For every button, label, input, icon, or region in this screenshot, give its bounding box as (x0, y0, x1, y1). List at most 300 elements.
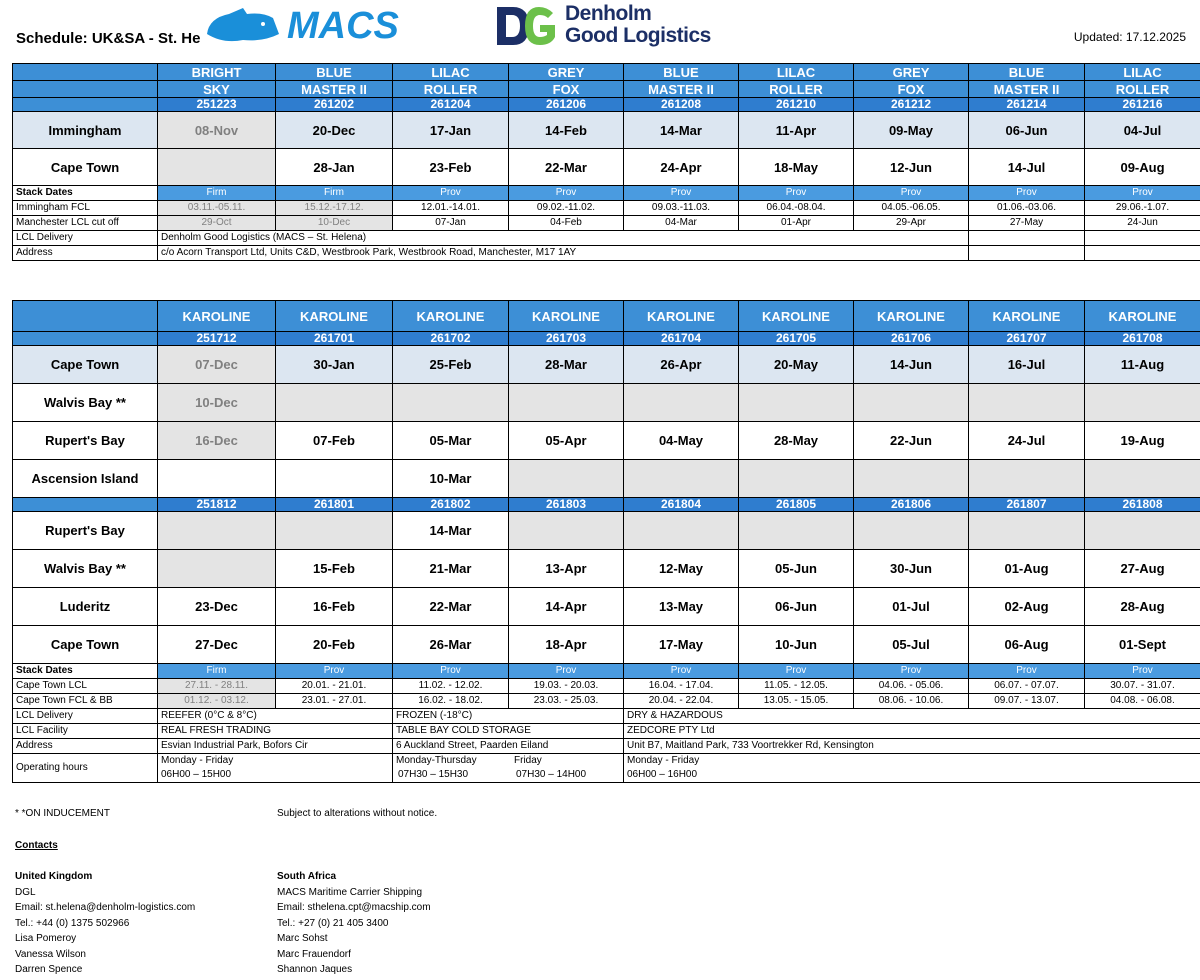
voyage-number: 261216 (1085, 98, 1200, 112)
port-date: 12-Jun (854, 149, 969, 186)
voyage-number: 261708 (1085, 332, 1200, 346)
voyage-number: 251712 (158, 332, 276, 346)
stack-status: Prov (1085, 186, 1200, 201)
uk-contacts (15, 869, 195, 978)
voyage-number: 261705 (739, 332, 854, 346)
cell (969, 231, 1085, 246)
vessel-name: FOX (509, 81, 624, 98)
voyage-number: 261214 (969, 98, 1085, 112)
voyage-number: 251223 (158, 98, 276, 112)
header-blank (13, 81, 158, 98)
vessel-name: KAROLINE (1085, 301, 1200, 332)
reefer-time: 06H00 – 15H00 (161, 769, 232, 780)
address-value: c/o Acorn Transport Ltd, Units C&D, Westbrook Park, Westbrook Road, Manchester, M17 1AY (158, 246, 969, 261)
sa-contact-line: Marc Frauendorf (277, 948, 351, 960)
page-header (0, 0, 1200, 60)
port-date (158, 550, 276, 588)
lcl-delivery-value: Denholm Good Logistics (MACS – St. Helena) (158, 231, 969, 246)
port-date: 23-Feb (393, 149, 509, 186)
stack-value: 11.02. - 12.02. (393, 679, 509, 694)
stack-value: 09.03.-11.03. (624, 201, 739, 216)
port-date: 28-Aug (1085, 588, 1200, 626)
frozen-value: FROZEN (-18°C) (393, 709, 624, 724)
stack-value: 04.05.-06.05. (854, 201, 969, 216)
vessel-name: KAROLINE (739, 301, 854, 332)
voyage-number: 261805 (739, 498, 854, 512)
stack-dates-label: Stack Dates (13, 186, 158, 201)
port-name: Cape Town (13, 626, 158, 664)
header-blank (13, 64, 158, 81)
port-date: 30-Jan (276, 346, 393, 384)
stack-dates-label: Stack Dates (13, 664, 158, 679)
port-date: 22-Mar (509, 149, 624, 186)
port-date: 10-Dec (158, 384, 276, 422)
dg-logo-mark-icon (495, 3, 561, 49)
voyage-number: 261803 (509, 498, 624, 512)
row-label: Immingham FCL (13, 201, 158, 216)
port-date: 07-Feb (276, 422, 393, 460)
stack-status: Prov (739, 186, 854, 201)
port-date: 15-Feb (276, 550, 393, 588)
inducement-note: * *ON INDUCEMENT (15, 808, 111, 819)
page-title: Schedule: UK&SA - St. He (16, 30, 201, 47)
uk-contact-line: DGL (15, 886, 36, 898)
stack-value: 04.06. - 05.06. (854, 679, 969, 694)
port-name: Cape Town (13, 346, 158, 384)
voyage-number: 261806 (854, 498, 969, 512)
alterations-note: Subject to alterations without notice. (277, 808, 438, 819)
port-date (624, 512, 739, 550)
stack-dates-row (13, 186, 1200, 201)
port-name: Immingham (13, 112, 158, 149)
port-row (13, 512, 1200, 550)
port-date: 20-Feb (276, 626, 393, 664)
frozen-days-1: Monday-Thursday (396, 755, 477, 766)
port-date (276, 384, 393, 422)
voyage-row (13, 98, 1200, 112)
port-date: 13-May (624, 588, 739, 626)
frozen-days-2: Friday (514, 755, 542, 766)
port-date: 28-May (739, 422, 854, 460)
dry-days: Monday - Friday (627, 755, 700, 766)
vessel-name: KAROLINE (276, 301, 393, 332)
uk-contact-line: Darren Spence (15, 964, 83, 975)
port-date: 28-Mar (509, 346, 624, 384)
sa-contact-line: Marc Sohst (277, 933, 328, 944)
vessel-name: MASTER II (276, 81, 393, 98)
port-date: 09-Aug (1085, 149, 1200, 186)
stack-row (13, 694, 1200, 709)
row-label: Address (13, 739, 158, 754)
port-date (276, 512, 393, 550)
port-date (969, 460, 1085, 498)
sa-contact-line: MACS Maritime Carrier Shipping (277, 886, 423, 898)
stack-value: 01-Apr (739, 216, 854, 231)
stack-value: 06.04.-08.04. (739, 201, 854, 216)
port-date: 24-Jul (969, 422, 1085, 460)
port-row (13, 550, 1200, 588)
voyage-number: 261801 (276, 498, 393, 512)
stack-value: 07-Jan (393, 216, 509, 231)
address-row (13, 739, 1200, 754)
stack-row (13, 679, 1200, 694)
port-date: 24-Apr (624, 149, 739, 186)
voyage-number: 261802 (393, 498, 509, 512)
dry-value: Unit B7, Maitland Park, 733 Voortrekker Rd, Kensington (624, 739, 1200, 754)
voyage-number: 261208 (624, 98, 739, 112)
stack-dates-row (13, 664, 1200, 679)
stack-status: Prov (969, 664, 1085, 679)
port-date: 05-Mar (393, 422, 509, 460)
port-date: 23-Dec (158, 588, 276, 626)
voyage-number: 261702 (393, 332, 509, 346)
dg-logo (495, 3, 735, 49)
stack-value: 16.04. - 17.04. (624, 679, 739, 694)
cell (1085, 246, 1200, 261)
uk-contact-line: Vanessa Wilson (15, 948, 86, 960)
sa-contact-phone: Tel.: +27 (0) 21 405 3400 (277, 917, 389, 929)
port-date: 05-Jul (854, 626, 969, 664)
voyage-number: 261206 (509, 98, 624, 112)
vessel-name: MASTER II (624, 81, 739, 98)
stack-row (13, 216, 1200, 231)
port-date: 12-May (624, 550, 739, 588)
port-date (393, 384, 509, 422)
port-date: 16-Feb (276, 588, 393, 626)
cell (1085, 231, 1200, 246)
row-label: LCL Delivery (13, 231, 158, 246)
voyage-number: 261202 (276, 98, 393, 112)
stack-value: 15.12.-17.12. (276, 201, 393, 216)
port-date: 10-Mar (393, 460, 509, 498)
stack-value: 29.06.-1.07. (1085, 201, 1200, 216)
voyage-row (13, 498, 1200, 512)
stack-status: Prov (276, 664, 393, 679)
stack-value: 09.07. - 13.07. (969, 694, 1085, 709)
vessel-name: FOX (854, 81, 969, 98)
voyage-number: 261804 (624, 498, 739, 512)
stack-status: Prov (393, 186, 509, 201)
port-date: 17-Jan (393, 112, 509, 149)
vessel-name-row (13, 81, 1200, 98)
port-row (13, 626, 1200, 664)
port-date: 09-May (854, 112, 969, 149)
voyage-number: 261703 (509, 332, 624, 346)
macs-logo (203, 4, 458, 44)
stack-value: 29-Apr (854, 216, 969, 231)
vessel-name: LILAC (393, 64, 509, 81)
uk-schedule-table (12, 63, 1200, 261)
port-date: 14-Mar (393, 512, 509, 550)
voyage-row (13, 332, 1200, 346)
stack-row (13, 201, 1200, 216)
frozen-time-2: 07H30 – 14H00 (516, 769, 587, 780)
stack-value: 19.03. - 20.03. (509, 679, 624, 694)
port-date: 06-Jun (739, 588, 854, 626)
port-date (739, 512, 854, 550)
stack-value: 08.06. - 10.06. (854, 694, 969, 709)
stack-status: Prov (739, 664, 854, 679)
voyage-number: 261704 (624, 332, 739, 346)
port-date: 30-Jun (854, 550, 969, 588)
header-blank (13, 98, 158, 112)
port-date: 05-Jun (739, 550, 854, 588)
stack-value: 03.11.-05.11. (158, 201, 276, 216)
port-date (1085, 460, 1200, 498)
port-date: 08-Nov (158, 112, 276, 149)
port-row (13, 460, 1200, 498)
port-row (13, 149, 1200, 186)
frozen-hours (393, 754, 624, 783)
port-date: 16-Jul (969, 346, 1085, 384)
port-name: Walvis Bay ** (13, 550, 158, 588)
stack-value: 01.06.-03.06. (969, 201, 1085, 216)
row-label: Cape Town LCL (13, 679, 158, 694)
stack-value: 23.03. - 25.03. (509, 694, 624, 709)
vessel-name-row (13, 301, 1200, 332)
port-row (13, 422, 1200, 460)
updated-date: Updated: 17.12.2025 (1073, 30, 1186, 44)
vessel-name: KAROLINE (969, 301, 1085, 332)
frozen-time-1: 07H30 – 15H30 (398, 769, 469, 780)
dg-logo-text-line1: Denholm (565, 2, 652, 25)
port-date: 26-Apr (624, 346, 739, 384)
vessel-name: LILAC (1085, 64, 1200, 81)
stack-value: 24-Jun (1085, 216, 1200, 231)
stack-value: 11.05. - 12.05. (739, 679, 854, 694)
vessel-name: KAROLINE (158, 301, 276, 332)
port-date: 18-Apr (509, 626, 624, 664)
port-name: Rupert's Bay (13, 422, 158, 460)
stack-status: Prov (854, 186, 969, 201)
stack-status: Prov (1085, 664, 1200, 679)
port-date (969, 384, 1085, 422)
stack-value: 20.01. - 21.01. (276, 679, 393, 694)
port-date: 17-May (624, 626, 739, 664)
stack-status: Prov (509, 664, 624, 679)
contacts-heading: Contacts (15, 840, 58, 851)
port-date (1085, 384, 1200, 422)
port-date (509, 460, 624, 498)
port-date: 21-Mar (393, 550, 509, 588)
port-date (624, 460, 739, 498)
port-name: Walvis Bay ** (13, 384, 158, 422)
vessel-name: BLUE (276, 64, 393, 81)
sa-schedule-table (12, 300, 1200, 783)
stack-value: 04-Mar (624, 216, 739, 231)
port-date: 18-May (739, 149, 854, 186)
port-date (158, 149, 276, 186)
stack-value: 27.11. - 28.11. (158, 679, 276, 694)
vessel-name: ROLLER (1085, 81, 1200, 98)
vessel-name: KAROLINE (393, 301, 509, 332)
row-label: Address (13, 246, 158, 261)
port-date: 04-May (624, 422, 739, 460)
port-date (854, 384, 969, 422)
port-date (509, 512, 624, 550)
port-date (509, 384, 624, 422)
vessel-name-row (13, 64, 1200, 81)
uk-contact-line: Lisa Pomeroy (15, 933, 77, 944)
port-date: 16-Dec (158, 422, 276, 460)
lcl-facility-row (13, 724, 1200, 739)
frozen-value: TABLE BAY COLD STORAGE (393, 724, 624, 739)
port-date (158, 460, 276, 498)
port-date (854, 460, 969, 498)
stack-value: 10-Dec (276, 216, 393, 231)
stack-value: 13.05. - 15.05. (739, 694, 854, 709)
port-date: 14-Apr (509, 588, 624, 626)
stack-value: 12.01.-14.01. (393, 201, 509, 216)
sa-contact-email[interactable]: Email: sthelena.cpt@macship.com (277, 902, 431, 913)
port-row (13, 384, 1200, 422)
port-row (13, 346, 1200, 384)
row-label: Manchester LCL cut off (13, 216, 158, 231)
port-date: 14-Mar (624, 112, 739, 149)
port-date (158, 512, 276, 550)
port-date: 27-Aug (1085, 550, 1200, 588)
port-row (13, 588, 1200, 626)
port-date (276, 460, 393, 498)
voyage-number: 261706 (854, 332, 969, 346)
header-blank (13, 498, 158, 512)
voyage-number: 261701 (276, 332, 393, 346)
header-blank (13, 332, 158, 346)
stack-status: Prov (393, 664, 509, 679)
vessel-name: BRIGHT (158, 64, 276, 81)
dry-value: DRY & HAZARDOUS (624, 709, 1200, 724)
stack-status: Firm (158, 664, 276, 679)
uk-contact-phone: Tel.: +44 (0) 1375 502966 (15, 917, 130, 929)
port-date: 11-Apr (739, 112, 854, 149)
port-date: 06-Jun (969, 112, 1085, 149)
stack-status: Prov (854, 664, 969, 679)
lcl-delivery-row (13, 231, 1200, 246)
port-name: Luderitz (13, 588, 158, 626)
dry-value: ZEDCORE PTY Ltd (624, 724, 1200, 739)
port-date: 19-Aug (1085, 422, 1200, 460)
stack-value: 29-Oct (158, 216, 276, 231)
dry-hours (624, 754, 1200, 783)
port-date: 26-Mar (393, 626, 509, 664)
vessel-name: MASTER II (969, 81, 1085, 98)
reefer-days: Monday - Friday (161, 755, 234, 766)
port-date: 04-Jul (1085, 112, 1200, 149)
frozen-value: 6 Auckland Street, Paarden Eiland (393, 739, 624, 754)
stack-status: Prov (624, 664, 739, 679)
port-date: 05-Apr (509, 422, 624, 460)
stack-value: 01.12. - 03.12. (158, 694, 276, 709)
voyage-number: 261808 (1085, 498, 1200, 512)
port-date: 13-Apr (509, 550, 624, 588)
port-date: 27-Dec (158, 626, 276, 664)
header-blank (13, 301, 158, 332)
voyage-number: 251812 (158, 498, 276, 512)
row-label: LCL Delivery (13, 709, 158, 724)
stack-value: 20.04. - 22.04. (624, 694, 739, 709)
stack-status: Firm (158, 186, 276, 201)
voyage-number: 261707 (969, 332, 1085, 346)
port-date: 20-Dec (276, 112, 393, 149)
dg-logo-text-line2: Good Logistics (565, 24, 711, 47)
port-date: 25-Feb (393, 346, 509, 384)
port-date: 07-Dec (158, 346, 276, 384)
stack-value: 30.07. - 31.07. (1085, 679, 1200, 694)
port-date: 20-May (739, 346, 854, 384)
port-date: 01-Aug (969, 550, 1085, 588)
stack-value: 09.02.-11.02. (509, 201, 624, 216)
port-date: 02-Aug (969, 588, 1085, 626)
voyage-number: 261204 (393, 98, 509, 112)
sa-contacts-heading: South Africa (277, 871, 337, 882)
port-name: Rupert's Bay (13, 512, 158, 550)
address-row (13, 246, 1200, 261)
vessel-name: BLUE (624, 64, 739, 81)
stack-value: 06.07. - 07.07. (969, 679, 1085, 694)
row-label: Cape Town FCL & BB (13, 694, 158, 709)
port-date: 01-Jul (854, 588, 969, 626)
vessel-name: LILAC (739, 64, 854, 81)
lcl-delivery-row (13, 709, 1200, 724)
stack-status: Firm (276, 186, 393, 201)
stack-value: 04-Feb (509, 216, 624, 231)
stack-status: Prov (624, 186, 739, 201)
reefer-value: REEFER (0°C & 8°C) (158, 709, 393, 724)
port-row (13, 112, 1200, 149)
port-date (624, 384, 739, 422)
port-date: 14-Jun (854, 346, 969, 384)
port-date: 06-Aug (969, 626, 1085, 664)
uk-contacts-heading: United Kingdom (15, 871, 93, 882)
vessel-name: SKY (158, 81, 276, 98)
port-name: Cape Town (13, 149, 158, 186)
row-label (13, 754, 158, 783)
cell (969, 246, 1085, 261)
voyage-number: 261212 (854, 98, 969, 112)
row-label: LCL Facility (13, 724, 158, 739)
stack-value: 27-May (969, 216, 1085, 231)
port-date (854, 512, 969, 550)
vessel-name: KAROLINE (854, 301, 969, 332)
reefer-value: Esvian Industrial Park, Bofors Cir (158, 739, 393, 754)
stack-value: 16.02. - 18.02. (393, 694, 509, 709)
port-date: 01-Sept (1085, 626, 1200, 664)
vessel-name: GREY (509, 64, 624, 81)
reefer-value: REAL FRESH TRADING (158, 724, 393, 739)
port-date: 22-Mar (393, 588, 509, 626)
macs-logo-text: MACS (287, 5, 399, 44)
port-date: 28-Jan (276, 149, 393, 186)
uk-contact-email[interactable]: Email: st.helena@denholm-logistics.com (15, 902, 196, 913)
vessel-name: KAROLINE (509, 301, 624, 332)
stack-value: 23.01. - 27.01. (276, 694, 393, 709)
vessel-name: BLUE (969, 64, 1085, 81)
reefer-hours (158, 754, 393, 783)
dry-time: 06H00 – 16H00 (627, 769, 698, 780)
port-date: 22-Jun (854, 422, 969, 460)
port-name: Ascension Island (13, 460, 158, 498)
stack-status: Prov (969, 186, 1085, 201)
vessel-name: ROLLER (393, 81, 509, 98)
voyage-number: 261807 (969, 498, 1085, 512)
stack-status: Prov (509, 186, 624, 201)
port-date (969, 512, 1085, 550)
sa-contacts (277, 869, 431, 978)
port-date: 14-Feb (509, 112, 624, 149)
port-date: 11-Aug (1085, 346, 1200, 384)
port-date: 10-Jun (739, 626, 854, 664)
vessel-name: KAROLINE (624, 301, 739, 332)
